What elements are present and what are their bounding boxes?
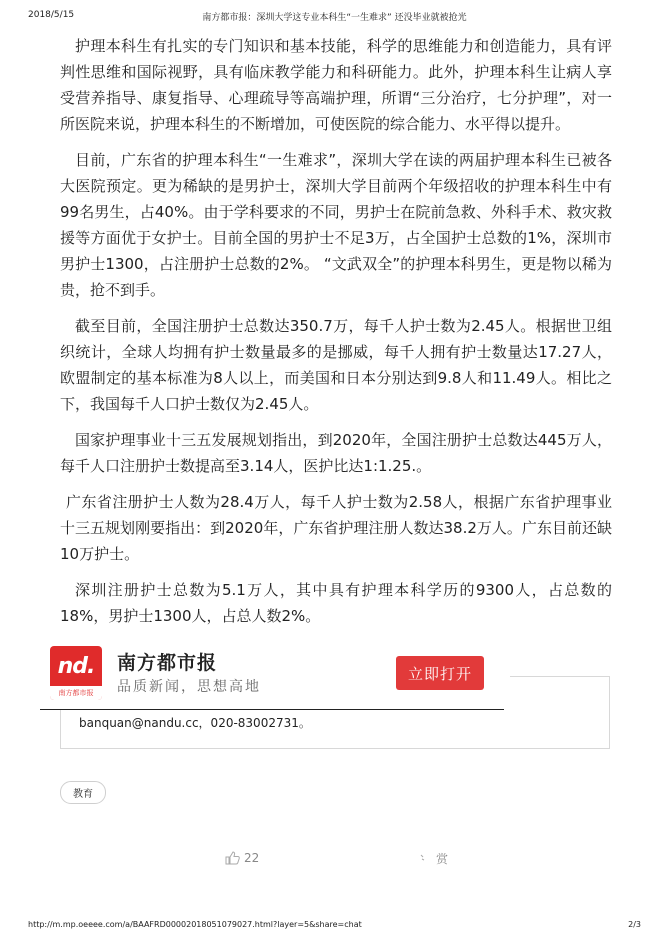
article-paragraph: 国家护理事业十三五发展规划指出，到2020年，全国注册护士总数达445万人，每千人口注册护士数提高至3.14人，医护比达1:1.25.。: [60, 431, 612, 475]
article-paragraph: 广东省注册护士人数为28.4万人，每千人护士数为2.58人，根据广东省护理事业十三五规划刚要指出：到2020年，广东省护理注册人数达38.2万人。广东目前还缺10万护士。: [60, 493, 612, 563]
print-url: http://m.mp.oeeee.com/a/BAAFRD00002018051079027.html?layer=5&share=chat: [28, 920, 362, 929]
reward-button[interactable]: [418, 850, 448, 867]
brand-logo: [50, 646, 102, 700]
reward-icon: [418, 852, 432, 866]
print-page-number: 2/3: [628, 920, 641, 929]
thumbs-up-icon: [224, 850, 240, 866]
divider: [40, 709, 504, 710]
article-body: [60, 33, 612, 639]
article-paragraph: 截至目前，全国注册护士总数达350.7万，每千人护士数为2.45人。根据世卫组织统计，全球人均拥有护士数量最多的是挪威，每千人拥有护士数量达17.27人，欧盟制定的基本标准为8人以上，而美国和日本分别达到9.8人和11.49人。相比之下，我国每千人口护士数仅为2.45人。: [60, 317, 612, 413]
article-paragraph: 目前，广东省的护理本科生“一生难求”，深圳大学在读的两届护理本科生已被各大医院预定。更为稀缺的是男护士，深圳大学目前两个年级招收的护理本科生中有99名男生，占40%。由于学科要求的不同，男护士在院前急救、外科手术、救灾救援等方面优于女护士。目前全国的男护士不足3万，占全国护士总数的1%，深圳市男护士1300，占注册护士总数的2%。 “文武双全”的护理本科男生，更是物以稀为贵，抢不到手。: [60, 151, 612, 299]
tag-education[interactable]: 教育: [60, 781, 106, 804]
like-button[interactable]: [224, 850, 259, 866]
app-download-banner[interactable]: [40, 638, 510, 710]
like-count: 22: [244, 851, 260, 865]
logo-mark: nd.: [57, 654, 95, 679]
article-paragraph: 深圳注册护士总数为5.1万人，其中具有护理本科学历的9300人，占总数的18%，男护士1300人，占总人数2%。: [60, 581, 612, 625]
copyright-contact: banquan@nandu.cc，020-83002731。: [79, 716, 311, 730]
print-date: 2018/5/15: [28, 10, 75, 20]
open-app-button[interactable]: 立即打开: [396, 656, 484, 690]
article-paragraph: 护理本科生有扎实的专门知识和基本技能，科学的思维能力和创造能力，具有评判性思维和国际视野，具有临床教学能力和科研能力。此外，护理本科生让病人享受营养指导、康复指导、心理疏导等高端护理，所谓“三分治疗，七分护理”，对一所医院来说，护理本科生的不断增加，可使医院的综合能力、水平得以提升。: [60, 37, 612, 133]
print-page-title: 南方都市报：深圳大学这专业本科生“一生难求” 还没毕业就被抢光: [202, 13, 467, 23]
brand-slogan: 品质新闻，思想高地: [117, 679, 261, 695]
logo-caption: 南方都市报: [50, 686, 102, 700]
brand-name: 南方都市报: [117, 652, 218, 674]
reward-label: 赏: [436, 852, 449, 866]
